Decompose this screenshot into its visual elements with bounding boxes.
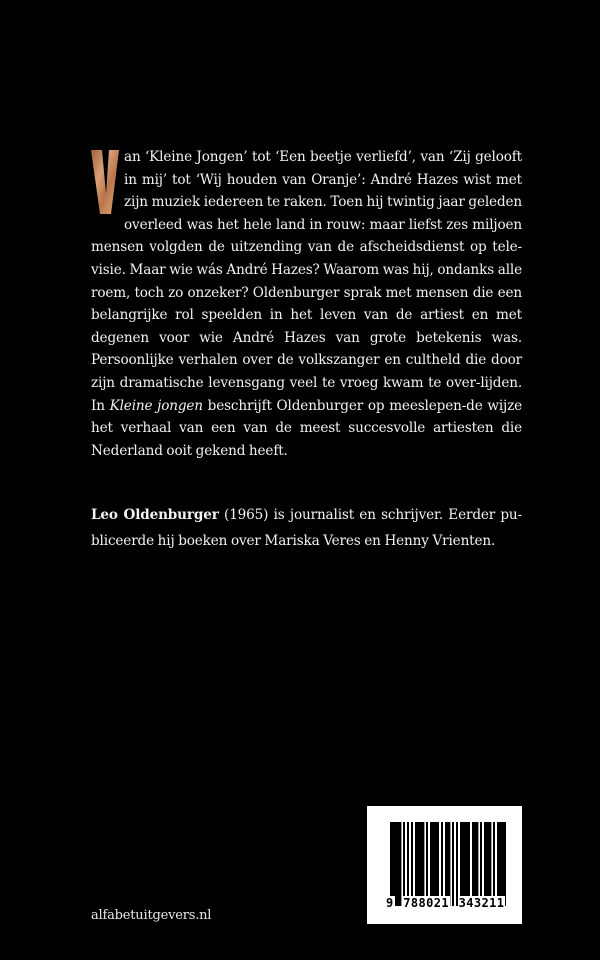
blurb-text — [91, 146, 522, 462]
book-title-italic: Kleine jongen — [109, 397, 203, 414]
blurb-line: beschrijft Oldenburger op meeslepen- — [202, 397, 467, 414]
blurb-line: mensen volgden de uitzending van de afscheidsdienst op tele- — [91, 239, 522, 256]
author-bio-text: (1965) is journalist en schrijver. Eerder pu- — [218, 507, 522, 523]
blurb-line: overleed was het hele land in rouw: maar liefst zes miljoen — [124, 216, 522, 233]
blurb-line: de wijze het verhaal van een van de meest succesvolle artiesten — [91, 397, 522, 437]
blurb-line: die Nederland ooit gekend heeft. — [91, 420, 522, 459]
blurb-line: door zijn dramatische levensgang veel te vroeg kwam te over- — [91, 352, 522, 391]
blurb-line: in mij’ tot ‘Wij houden van Oranje’: André Hazes wist met — [124, 171, 522, 188]
drop-cap-v — [91, 150, 119, 214]
isbn-group-1: 788021 — [403, 896, 449, 910]
blurb-line: zijn muziek iedereen te raken. Toen hij twintig jaar geleden — [124, 194, 522, 211]
blurb-line: die een belangrijke rol speelden in het leven van de artiest en — [91, 284, 522, 324]
blurb-line: alle roem, toch zo onzeker? Oldenburger sprak met mensen — [91, 261, 522, 301]
blurb-line: visie. Maar wie wás André Hazes? Waarom was hij, ondanks — [91, 261, 498, 278]
blurb-line: an ‘Kleine Jongen’ tot ‘Een beetje verliefd’, van ‘Zij gelooft — [124, 149, 522, 165]
isbn-barcode — [367, 806, 522, 924]
isbn-prefix-digit: 9 — [386, 896, 394, 910]
author-name: Leo Oldenburger — [91, 507, 219, 523]
author-bio-paragraph — [91, 502, 522, 554]
isbn-group-2: 343211 — [458, 896, 505, 910]
blurb-line: met degenen voor wie André Hazes van grote betekenis was. — [91, 307, 522, 346]
barcode-bars-icon — [390, 822, 510, 906]
blurb-paragraph — [91, 146, 522, 462]
publisher-website: alfabetuitgevers.nl — [91, 908, 212, 923]
drop-cap-v-glyph — [91, 150, 119, 214]
blurb-line: lijden. In — [91, 374, 522, 414]
author-bio-text: bliceerde hij boeken over Mariska Veres en Henny Vrienten. — [91, 533, 496, 549]
author-bio — [91, 502, 522, 554]
blurb-line: Persoonlijke verhalen over de volkszanger en cultheld die — [91, 352, 492, 369]
isbn-digits — [385, 895, 513, 911]
